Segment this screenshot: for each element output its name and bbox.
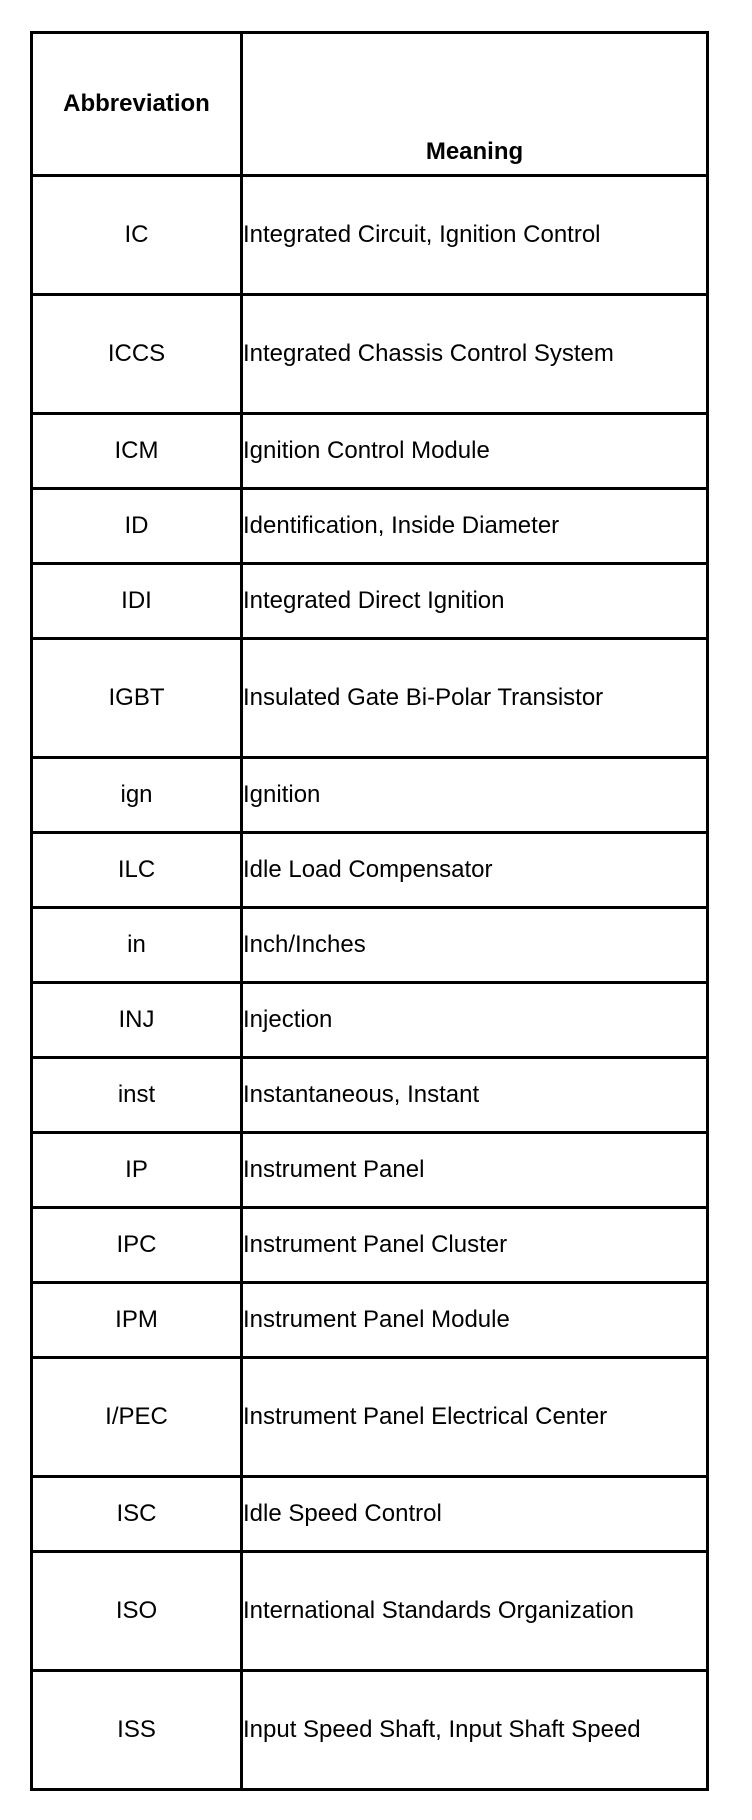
table-row xyxy=(32,1058,708,1133)
abbreviation-cell: ign xyxy=(32,758,242,833)
meaning-cell: Integrated Direct Ignition xyxy=(242,564,708,639)
meaning-cell: Instrument Panel Module xyxy=(242,1283,708,1358)
table-row xyxy=(32,983,708,1058)
table-row xyxy=(32,176,708,295)
table-row xyxy=(32,1671,708,1790)
table-row xyxy=(32,1477,708,1552)
meaning-cell: Identification, Inside Diameter xyxy=(242,489,708,564)
meaning-cell: Injection xyxy=(242,983,708,1058)
table-row xyxy=(32,295,708,414)
abbreviation-table xyxy=(30,31,709,1791)
meaning-cell: Instrument Panel Electrical Center xyxy=(242,1358,708,1477)
meaning-cell: Instantaneous, Instant xyxy=(242,1058,708,1133)
table-row xyxy=(32,1283,708,1358)
table-row xyxy=(32,639,708,758)
table-row xyxy=(32,1208,708,1283)
header-abbreviation xyxy=(32,33,242,176)
table-row xyxy=(32,489,708,564)
abbreviation-cell: IPM xyxy=(32,1283,242,1358)
meaning-cell: Instrument Panel xyxy=(242,1133,708,1208)
meaning-cell: Ignition xyxy=(242,758,708,833)
abbreviation-cell: I/PEC xyxy=(32,1358,242,1477)
table-row xyxy=(32,1358,708,1477)
abbreviation-cell: IGBT xyxy=(32,639,242,758)
meaning-cell: Integrated Circuit, Ignition Control xyxy=(242,176,708,295)
table-row xyxy=(32,758,708,833)
abbreviation-cell: ID xyxy=(32,489,242,564)
table-row xyxy=(32,414,708,489)
meaning-cell: Integrated Chassis Control System xyxy=(242,295,708,414)
abbreviation-cell: IC xyxy=(32,176,242,295)
meaning-cell: Inch/Inches xyxy=(242,908,708,983)
table-row xyxy=(32,1133,708,1208)
meaning-cell: Ignition Control Module xyxy=(242,414,708,489)
meaning-cell: Idle Load Compensator xyxy=(242,833,708,908)
table-row xyxy=(32,908,708,983)
meaning-cell: Instrument Panel Cluster xyxy=(242,1208,708,1283)
abbreviation-cell: in xyxy=(32,908,242,983)
abbreviation-cell: INJ xyxy=(32,983,242,1058)
header-meaning: Meaning xyxy=(242,33,708,176)
abbreviation-cell: ICM xyxy=(32,414,242,489)
meaning-cell: Idle Speed Control xyxy=(242,1477,708,1552)
abbreviation-cell: ICCS xyxy=(32,295,242,414)
abbreviation-cell: ISO xyxy=(32,1552,242,1671)
meaning-cell: Input Speed Shaft, Input Shaft Speed xyxy=(242,1671,708,1790)
table-row xyxy=(32,833,708,908)
header-abbreviation-label: Abbreviation xyxy=(63,90,210,117)
abbreviation-cell: IDI xyxy=(32,564,242,639)
abbreviation-cell: ILC xyxy=(32,833,242,908)
table-row xyxy=(32,1552,708,1671)
abbreviation-cell: IPC xyxy=(32,1208,242,1283)
abbreviation-cell: ISS xyxy=(32,1671,242,1790)
header-row xyxy=(32,33,708,176)
abbreviation-cell: IP xyxy=(32,1133,242,1208)
meaning-cell: Insulated Gate Bi-Polar Transistor xyxy=(242,639,708,758)
abbreviation-cell: ISC xyxy=(32,1477,242,1552)
meaning-cell: International Standards Organization xyxy=(242,1552,708,1671)
abbreviation-cell: inst xyxy=(32,1058,242,1133)
table-row xyxy=(32,564,708,639)
